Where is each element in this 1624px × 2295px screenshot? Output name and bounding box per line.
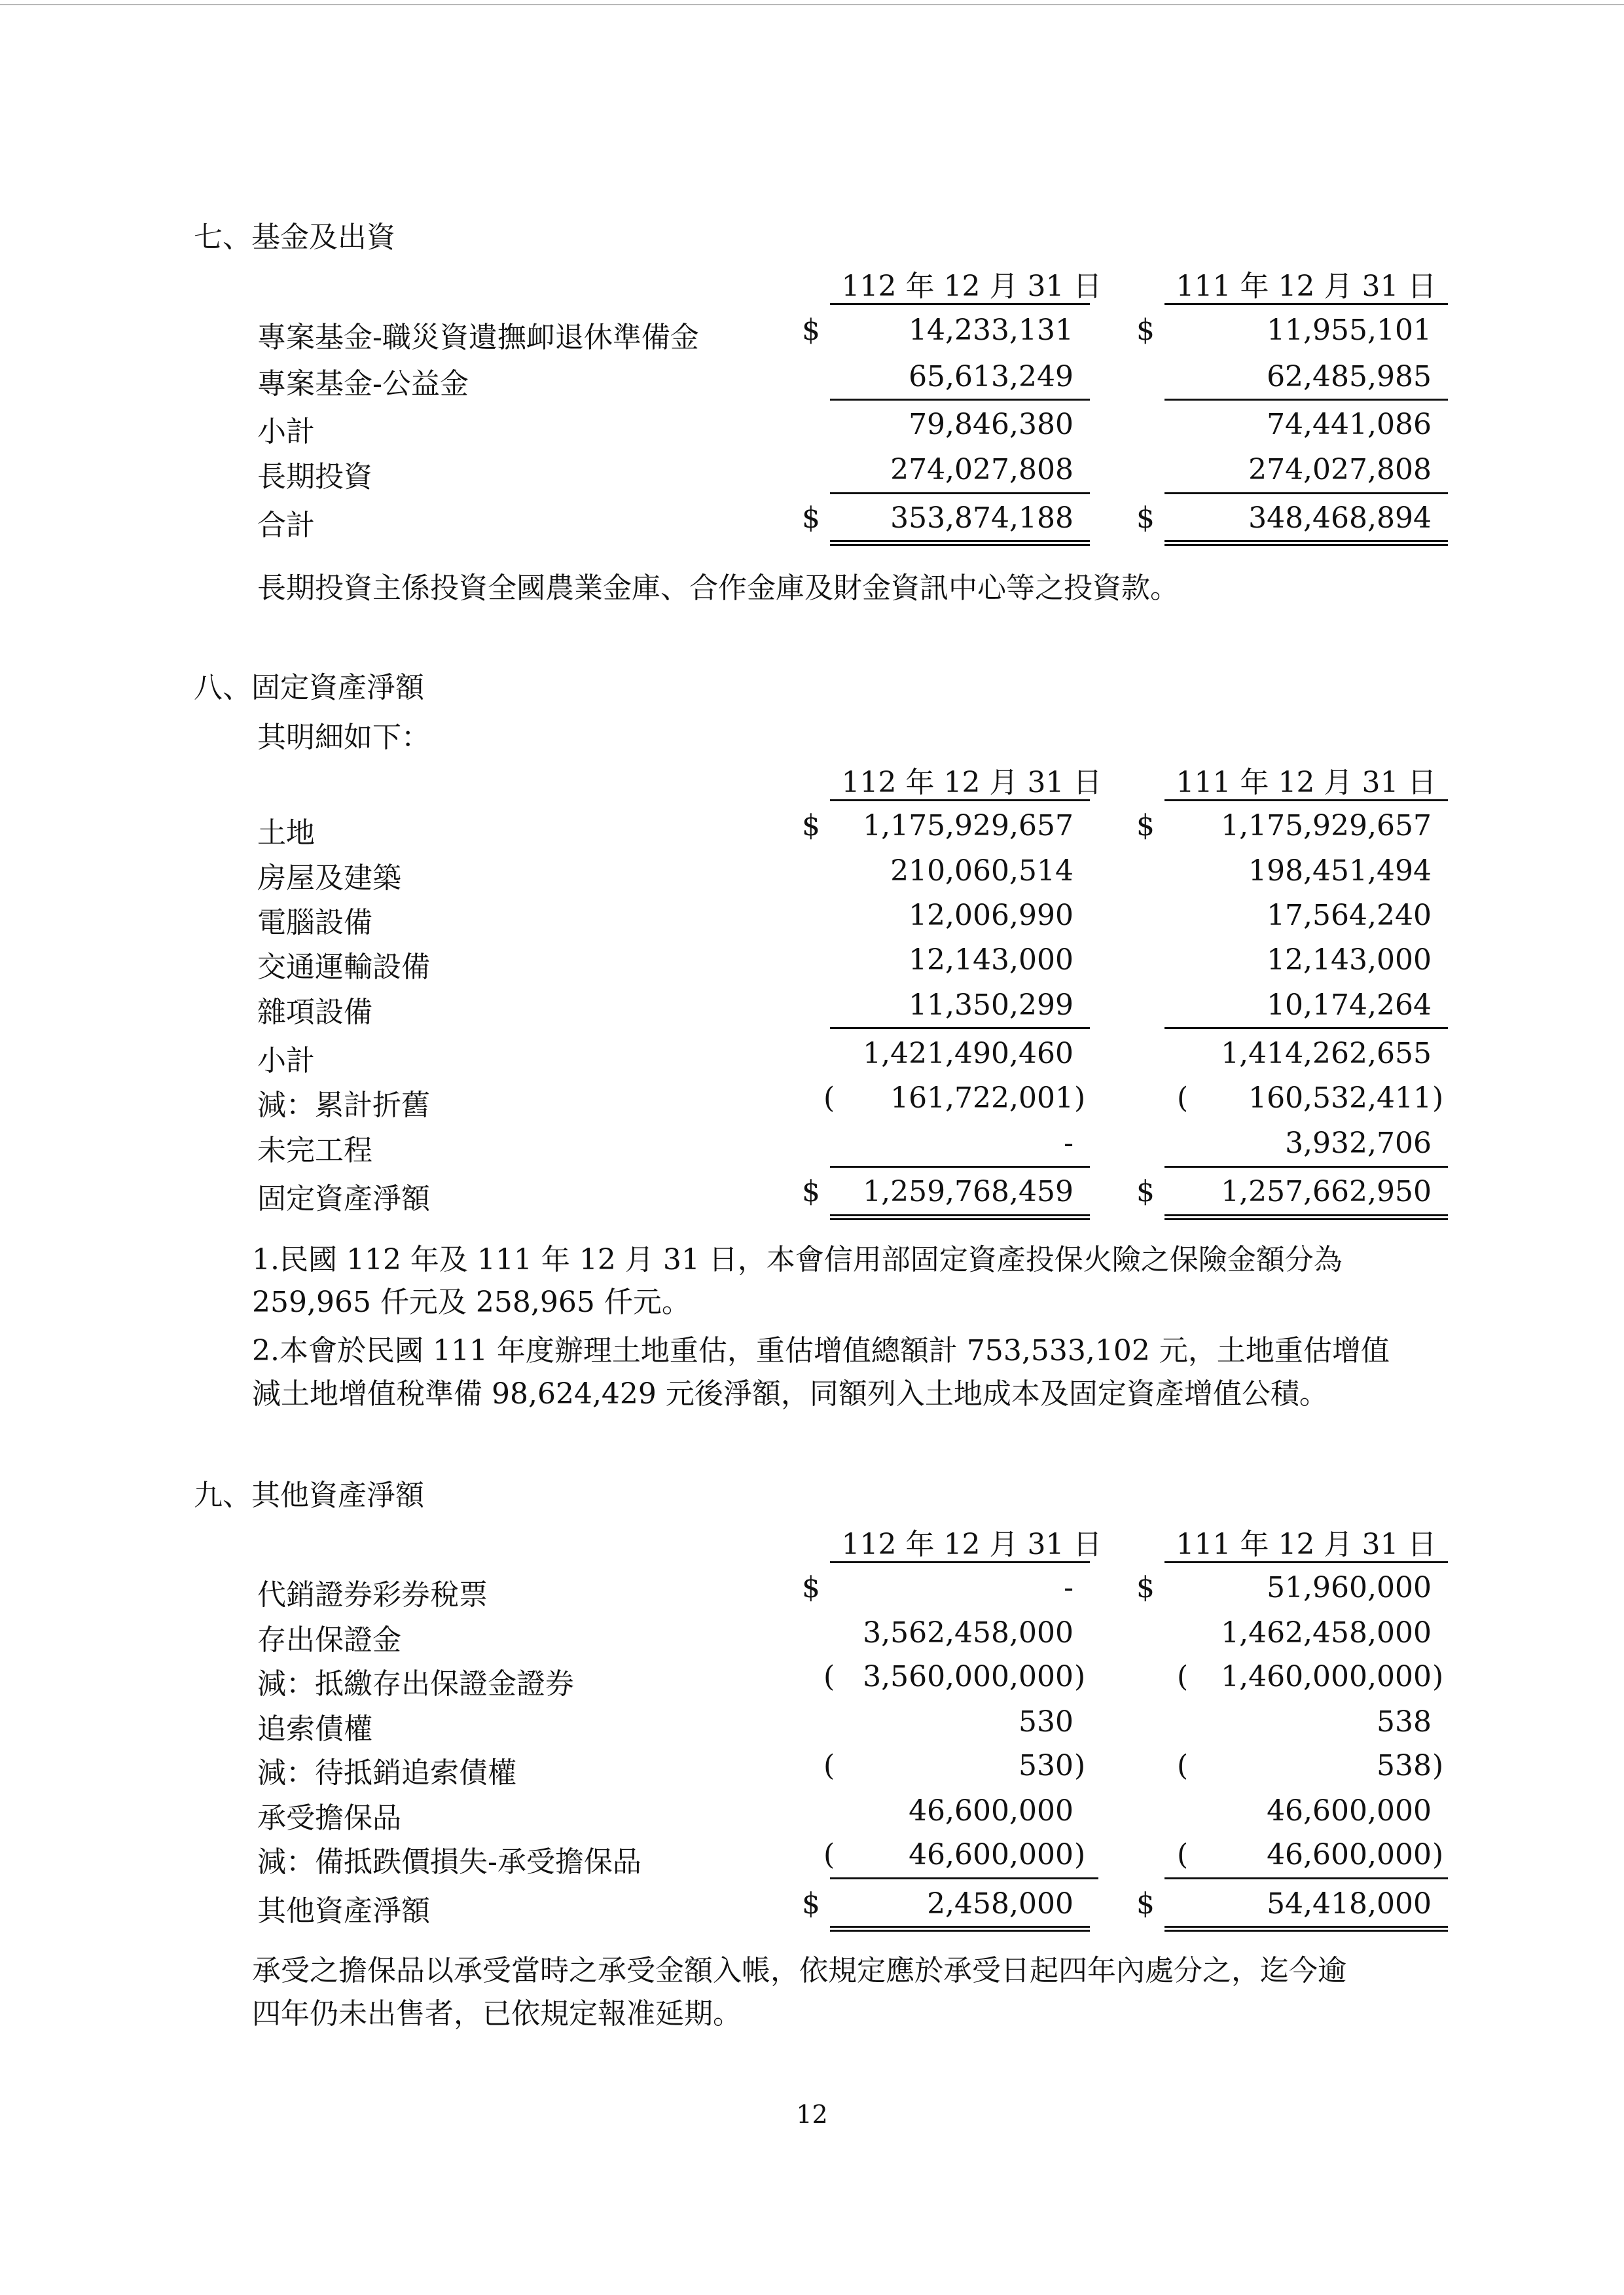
amount-111: 46,600,000 [1267, 1794, 1432, 1828]
currency-symbol: $ [802, 1887, 820, 1921]
amount-112: - [1064, 1571, 1074, 1604]
s8-row-land [0, 809, 1624, 848]
s7-row-subtotal [0, 408, 1624, 447]
s9-note-line-2: 四年仍未出售者，已依規定報准延期。 [252, 1997, 742, 2031]
s9-total-rule-112 [830, 1877, 1098, 1879]
currency-symbol: $ [1136, 314, 1155, 347]
amount-112: 12,143,000 [909, 943, 1074, 977]
currency-symbol: $ [802, 809, 820, 842]
open-paren: ( [823, 1081, 835, 1115]
row-label: 追索債權 [257, 1712, 372, 1746]
row-label: 其他資產淨額 [257, 1894, 430, 1928]
row-label: 交通運輸設備 [257, 950, 430, 984]
s7-double-underline-112 [830, 540, 1090, 546]
s8-row-accumulated-depreciation [0, 1081, 1624, 1121]
close-paren: ) [1074, 1081, 1086, 1115]
s8-row-net-fixed-assets [0, 1175, 1624, 1214]
amount-112: 1,421,490,460 [863, 1037, 1074, 1070]
close-paren: ) [1074, 1838, 1086, 1871]
currency-symbol: $ [802, 314, 820, 347]
amount-112: 274,027,808 [890, 453, 1074, 486]
amount-111: 538 [1377, 1705, 1432, 1739]
s8-row-computer-equipment [0, 899, 1624, 938]
open-paren: ( [823, 1838, 835, 1871]
amount-112: 46,600,000 [909, 1794, 1074, 1828]
s9-row-net-other-assets [0, 1887, 1624, 1926]
s8-row-construction-in-progress [0, 1127, 1624, 1166]
amount-112: 1,259,768,459 [863, 1175, 1074, 1208]
open-paren: ( [1177, 1838, 1189, 1871]
open-paren: ( [823, 1749, 835, 1782]
amount-111: 74,441,086 [1267, 408, 1432, 441]
close-paren: ) [1074, 1660, 1086, 1693]
s8-note-2-line-2: 減土地增值稅準備 98,624,429 元後淨額，同額列入土地成本及固定資產增值公積。 [252, 1377, 1328, 1411]
s9-col-header-111 [1164, 1521, 1448, 1566]
s8-col-header-112-text: 112 年 12 月 31 日 [841, 766, 1102, 799]
s9-total-rule-111 [1164, 1877, 1448, 1879]
s7-row-long-term-investment [0, 453, 1624, 492]
amount-112: 14,233,131 [909, 314, 1074, 347]
currency-symbol: $ [1136, 809, 1155, 842]
s8-col-header-111-underline [1164, 799, 1448, 801]
s7-col-header-112-text: 112 年 12 月 31 日 [841, 270, 1102, 303]
amount-111: 1,257,662,950 [1221, 1175, 1432, 1208]
s8-subtotal-rule-111 [1164, 1027, 1448, 1029]
page-number: 12 [796, 2100, 828, 2129]
close-paren: ) [1432, 1081, 1444, 1115]
s9-row-less-impairment [0, 1838, 1624, 1877]
s8-col-header-112-underline [830, 799, 1090, 801]
row-label: 存出保證金 [257, 1623, 401, 1657]
section-8-title: 八、固定資產淨額 [194, 671, 424, 704]
close-paren: ) [1074, 1749, 1086, 1782]
currency-symbol: $ [802, 1571, 820, 1604]
s7-subtotal-rule-112 [830, 399, 1090, 401]
amount-112: 3,560,000,000 [863, 1660, 1074, 1693]
s9-row-recourse-claims [0, 1705, 1624, 1744]
row-label: 小計 [257, 1044, 315, 1077]
s8-total-rule-111 [1164, 1166, 1448, 1168]
amount-111: 1,175,929,657 [1221, 809, 1432, 842]
row-label: 小計 [257, 415, 315, 448]
s7-subtotal-rule-111 [1164, 399, 1448, 401]
amount-111: 1,462,458,000 [1221, 1616, 1432, 1650]
amount-112: 530 [1019, 1749, 1074, 1782]
close-paren: ) [1432, 1660, 1444, 1693]
s8-subtotal-rule-112 [830, 1027, 1090, 1029]
s7-col-header-112 [830, 262, 1113, 308]
s9-col-header-112 [830, 1521, 1113, 1566]
s7-total-rule-111 [1164, 492, 1448, 494]
amount-111: 160,532,411 [1248, 1081, 1432, 1115]
s8-double-underline-111 [1164, 1214, 1448, 1220]
s8-double-underline-112 [830, 1214, 1090, 1220]
s7-col-header-112-underline [830, 303, 1090, 305]
s8-col-header-111 [1164, 759, 1448, 804]
amount-112: 353,874,188 [890, 501, 1074, 535]
s7-row-public-welfare-fund [0, 360, 1624, 399]
s9-col-header-112-text: 112 年 12 月 31 日 [841, 1528, 1102, 1561]
section-7-title: 七、基金及出資 [194, 221, 395, 254]
s9-row-foreclosed-collateral [0, 1794, 1624, 1834]
top-border-line [0, 4, 1624, 5]
amount-111: 17,564,240 [1267, 899, 1432, 932]
s9-col-header-111-text: 111 年 12 月 31 日 [1176, 1528, 1437, 1561]
currency-symbol: $ [1136, 501, 1155, 535]
amount-112: 11,350,299 [909, 988, 1074, 1022]
s7-note: 長期投資主係投資全國農業金庫、合作金庫及財金資訊中心等之投資款。 [257, 571, 1179, 605]
s8-row-buildings [0, 854, 1624, 894]
amount-111: 1,414,262,655 [1221, 1037, 1432, 1070]
open-paren: ( [1177, 1660, 1189, 1693]
s9-col-header-112-underline [830, 1561, 1090, 1563]
s9-double-underline-112 [830, 1926, 1090, 1932]
amount-111: 274,027,808 [1248, 453, 1432, 486]
amount-111: 538 [1377, 1749, 1432, 1782]
open-paren: ( [1177, 1081, 1189, 1115]
row-label: 合計 [257, 509, 315, 542]
s7-double-underline-111 [1164, 540, 1448, 546]
s8-note-2-line-1: 2.本會於民國 111 年度辦理土地重估，重估增值總額計 753,533,102 元，土地重估增值 [252, 1334, 1390, 1367]
close-paren: ) [1432, 1838, 1444, 1871]
amount-111: 1,460,000,000 [1221, 1660, 1432, 1693]
row-label: 減：累計折舊 [257, 1089, 430, 1122]
amount-112: 1,175,929,657 [863, 809, 1074, 842]
amount-111: 54,418,000 [1267, 1887, 1432, 1921]
s7-col-header-111 [1164, 262, 1448, 308]
s8-col-header-111-text: 111 年 12 月 31 日 [1176, 766, 1437, 799]
row-label: 房屋及建築 [257, 861, 401, 895]
s7-total-rule-112 [830, 492, 1090, 494]
amount-112: 79,846,380 [909, 408, 1074, 441]
currency-symbol: $ [1136, 1175, 1155, 1208]
amount-111: 46,600,000 [1267, 1838, 1432, 1871]
row-label: 未完工程 [257, 1134, 372, 1167]
row-label: 專案基金-公益金 [257, 367, 469, 401]
amount-112: 210,060,514 [890, 854, 1074, 888]
amount-111: 3,932,706 [1285, 1127, 1432, 1160]
s9-row-less-recourse-offset [0, 1749, 1624, 1788]
s8-note-1-line-2: 259,965 仟元及 258,965 仟元。 [252, 1286, 691, 1319]
amount-111: 198,451,494 [1248, 854, 1432, 888]
amount-112: 161,722,001 [890, 1081, 1074, 1115]
row-label: 固定資產淨額 [257, 1182, 430, 1216]
s9-row-refundable-deposits [0, 1616, 1624, 1655]
s9-double-underline-111 [1164, 1926, 1448, 1932]
amount-111: 51,960,000 [1267, 1571, 1432, 1604]
row-label: 減：備抵跌價損失-承受擔保品 [257, 1845, 641, 1879]
amount-111: 11,955,101 [1267, 314, 1432, 347]
amount-111: 62,485,985 [1267, 360, 1432, 393]
amount-112: 530 [1019, 1705, 1074, 1739]
s8-subtitle: 其明細如下： [257, 721, 430, 754]
open-paren: ( [823, 1660, 835, 1693]
currency-symbol: $ [1136, 1571, 1155, 1604]
s9-row-consignment-securities [0, 1571, 1624, 1610]
row-label: 承受擔保品 [257, 1801, 401, 1835]
amount-111: 348,468,894 [1248, 501, 1432, 535]
currency-symbol: $ [802, 1175, 820, 1208]
s7-row-total [0, 501, 1624, 541]
s9-row-less-deposit-securities [0, 1660, 1624, 1699]
row-label: 土地 [257, 816, 315, 850]
s8-row-misc-equipment [0, 988, 1624, 1028]
amount-112: 46,600,000 [909, 1838, 1074, 1871]
currency-symbol: $ [1136, 1887, 1155, 1921]
s8-total-rule-112 [830, 1166, 1090, 1168]
open-paren: ( [1177, 1749, 1189, 1782]
s7-col-header-111-underline [1164, 303, 1448, 305]
row-label: 減：待抵銷追索債權 [257, 1756, 516, 1790]
amount-111: 12,143,000 [1267, 943, 1432, 977]
row-label: 長期投資 [257, 460, 372, 494]
amount-112: 3,562,458,000 [863, 1616, 1074, 1650]
row-label: 專案基金-職災資遺撫卹退休準備金 [257, 321, 699, 354]
amount-111: 10,174,264 [1267, 988, 1432, 1022]
section-9-title: 九、其他資產淨額 [194, 1479, 424, 1512]
amount-112: - [1064, 1127, 1074, 1160]
amount-112: 2,458,000 [927, 1887, 1074, 1921]
s8-note-1-line-1: 1.民國 112 年及 111 年 12 月 31 日，本會信用部固定資產投保火險之保險金額分為 [252, 1243, 1343, 1276]
s8-row-subtotal [0, 1037, 1624, 1076]
s8-col-header-112 [830, 759, 1113, 804]
s7-row-occupational-fund [0, 314, 1624, 353]
currency-symbol: $ [802, 501, 820, 535]
s9-note-line-1: 承受之擔保品以承受當時之承受金額入帳，依規定應於承受日起四年內處分之，迄今逾 [252, 1954, 1346, 1987]
row-label: 雜項設備 [257, 996, 372, 1029]
s9-col-header-111-underline [1164, 1561, 1448, 1563]
s7-col-header-111-text: 111 年 12 月 31 日 [1176, 270, 1437, 303]
amount-112: 12,006,990 [909, 899, 1074, 932]
row-label: 減：抵繳存出保證金證券 [257, 1667, 574, 1701]
s8-row-transport-equipment [0, 943, 1624, 983]
row-label: 代銷證券彩券稅票 [257, 1578, 488, 1612]
amount-112: 65,613,249 [909, 360, 1074, 393]
close-paren: ) [1432, 1749, 1444, 1782]
row-label: 電腦設備 [257, 906, 372, 939]
